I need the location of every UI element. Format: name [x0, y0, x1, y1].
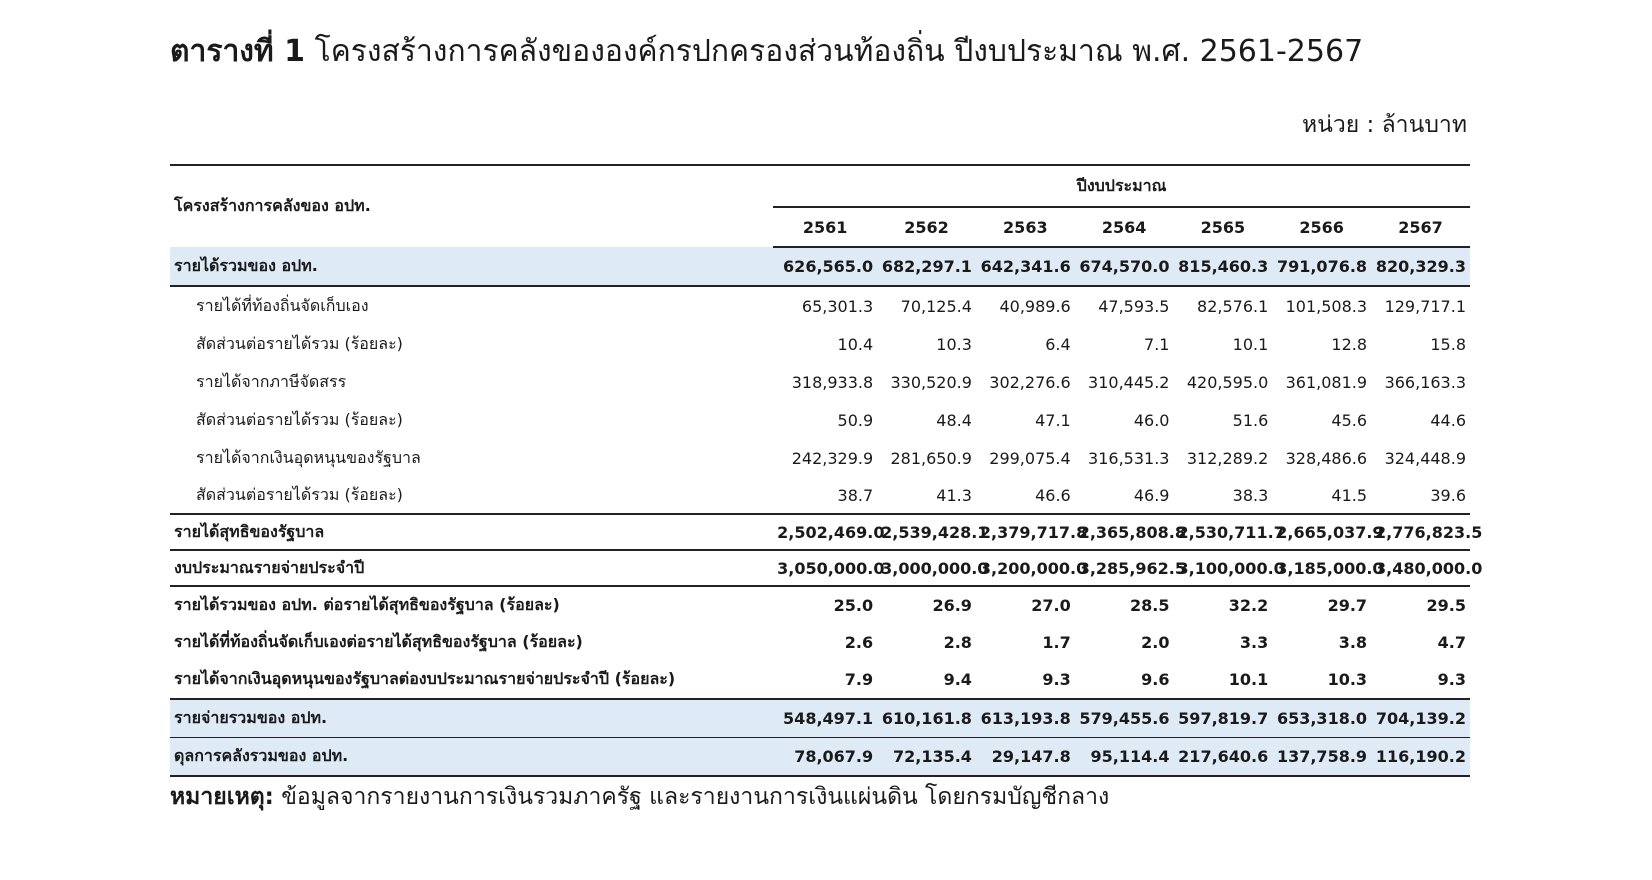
cell-value: 610,161.8	[877, 699, 976, 738]
row-annual-budget	[170, 550, 1470, 586]
row-total-expenditure	[170, 699, 1470, 738]
cell-value: 626,565.0	[773, 247, 877, 286]
cell-value: 41.3	[877, 477, 976, 514]
cell-value: 2,665,037.9	[1272, 514, 1371, 550]
cell-value: 2,530,711.7	[1173, 514, 1272, 550]
cell-value: 324,448.9	[1384, 448, 1466, 468]
table-title-text: โครงสร้างการคลังขององค์กรปกครองส่วนท้องถิ่น ปีงบประมาณ พ.ศ. 2561-2567	[314, 34, 1364, 69]
cell-value: 2,502,469.0	[773, 514, 877, 550]
cell-value: 2.0	[1141, 633, 1170, 652]
cell-value: 116,190.2	[1371, 738, 1470, 777]
note-label: หมายเหตุ:	[170, 784, 274, 810]
cell-value: 217,640.6	[1173, 738, 1272, 777]
cell-value: 682,297.1	[877, 247, 976, 286]
cell-value: 29.5	[1426, 596, 1466, 615]
cell-value: 7.1	[1144, 334, 1170, 354]
cell-value: 2,379,717.8	[976, 514, 1075, 550]
cell-value: 2.6	[844, 633, 874, 652]
cell-value: 29,147.8	[976, 738, 1075, 777]
cell-value: 820,329.3	[1371, 247, 1470, 286]
cell-value: 674,570.0	[1075, 247, 1174, 286]
cell-value: 548,497.1	[773, 699, 877, 738]
row-label: รายได้รวมของ อปท.	[170, 247, 773, 286]
cell-value: 82,576.1	[1197, 296, 1269, 316]
row-government-grants	[170, 439, 1470, 477]
cell-value: 2.8	[943, 633, 972, 652]
cell-value: 597,819.7	[1173, 699, 1272, 738]
cell-value: 101,508.3	[1285, 296, 1368, 316]
cell-value: 4.7	[1437, 633, 1466, 652]
cell-value: 46.6	[976, 477, 1075, 514]
cell-value: 3.8	[1338, 633, 1368, 652]
row-header: โครงสร้างการคลังของ อปท.	[170, 165, 773, 247]
cell-value: 653,318.0	[1272, 699, 1371, 738]
cell-value: 361,081.9	[1285, 372, 1368, 392]
cell-value: 420,595.0	[1186, 372, 1269, 392]
cell-value: 78,067.9	[773, 738, 877, 777]
row-government-net-revenue	[170, 514, 1470, 550]
row-label: รายได้ที่ท้องถิ่นจัดเก็บเองต่อรายได้สุทธิของรัฐบาล (ร้อยละ)	[174, 632, 583, 651]
cell-value: 47.1	[1035, 410, 1071, 430]
cell-value: 2,539,428.1	[877, 514, 976, 550]
row-shared-tax-revenue	[170, 363, 1470, 401]
cell-value: 40,989.6	[999, 296, 1071, 316]
cell-value: 704,139.2	[1371, 699, 1470, 738]
header-row-group	[170, 165, 1470, 207]
row-label: รายได้จากเงินอุดหนุนของรัฐบาลต่องบประมาณรายจ่ายประจำปี (ร้อยละ)	[170, 661, 773, 699]
cell-value: 12.8	[1331, 334, 1368, 354]
row-own-source-revenue	[170, 286, 1470, 325]
cell-value: 3,050,000.0	[773, 550, 877, 586]
year-header: 2564	[1075, 207, 1174, 247]
cell-value: 27.0	[1031, 596, 1071, 615]
row-label: งบประมาณรายจ่ายประจำปี	[170, 550, 773, 586]
cell-value: 44.6	[1430, 410, 1466, 430]
row-shared-tax-share	[170, 401, 1470, 439]
cell-value: 281,650.9	[890, 448, 972, 468]
cell-value: 310,445.2	[1088, 372, 1170, 392]
row-label: รายได้สุทธิของรัฐบาล	[170, 514, 773, 550]
cell-value: 29.7	[1327, 596, 1368, 615]
row-label: รายจ่ายรวมของ อปท.	[170, 699, 773, 738]
cell-value: 28.5	[1130, 596, 1170, 615]
cell-value: 25.0	[833, 596, 874, 615]
cell-value: 316,531.3	[1088, 448, 1170, 468]
cell-value: 10.3	[1272, 661, 1371, 699]
row-label: รายได้ที่ท้องถิ่นจัดเก็บเอง	[196, 295, 369, 315]
year-header: 2565	[1173, 207, 1272, 247]
cell-value: 70,125.4	[900, 296, 972, 316]
cell-value: 10.4	[837, 334, 874, 354]
cell-value: 10.3	[936, 334, 972, 354]
cell-value: 2,365,808.8	[1075, 514, 1174, 550]
cell-value: 7.9	[773, 661, 877, 699]
cell-value: 32.2	[1228, 596, 1269, 615]
cell-value: 10.1	[1173, 661, 1272, 699]
cell-value: 15.8	[1430, 334, 1466, 354]
cell-value: 3.3	[1239, 633, 1269, 652]
cell-value: 579,455.6	[1075, 699, 1174, 738]
cell-value: 366,163.3	[1384, 372, 1466, 392]
cell-value: 9.6	[1075, 661, 1174, 699]
cell-value: 9.3	[1371, 661, 1470, 699]
year-header: 2563	[976, 207, 1075, 247]
row-own-source-to-net-ratio	[170, 624, 1470, 661]
cell-value: 3,285,962.5	[1075, 550, 1174, 586]
cell-value: 3,200,000.0	[976, 550, 1075, 586]
year-header: 2566	[1272, 207, 1371, 247]
cell-value: 39.6	[1371, 477, 1470, 514]
cell-value: 137,758.9	[1272, 738, 1371, 777]
row-label: สัดส่วนต่อรายได้รวม (ร้อยละ)	[196, 333, 403, 353]
cell-value: 2,776,823.5	[1371, 514, 1470, 550]
cell-value: 1.7	[1042, 633, 1071, 652]
cell-value: 50.9	[837, 410, 874, 430]
cell-value: 46.0	[1133, 410, 1170, 430]
cell-value: 48.4	[936, 410, 972, 430]
cell-value: 815,460.3	[1173, 247, 1272, 286]
cell-value: 47,593.5	[1098, 296, 1170, 316]
cell-value: 318,933.8	[791, 372, 874, 392]
cell-value: 46.9	[1075, 477, 1174, 514]
cell-value: 3,100,000.0	[1173, 550, 1272, 586]
cell-value: 312,289.2	[1186, 448, 1269, 468]
row-total-revenue	[170, 247, 1470, 286]
row-label: สัดส่วนต่อรายได้รวม (ร้อยละ)	[170, 477, 773, 514]
cell-value: 328,486.6	[1285, 448, 1368, 468]
cell-value: 330,520.9	[890, 372, 972, 392]
year-header: 2562	[877, 207, 976, 247]
row-own-source-share	[170, 325, 1470, 363]
cell-value: 6.4	[1045, 334, 1071, 354]
cell-value: 129,717.1	[1384, 296, 1466, 316]
cell-value: 65,301.3	[801, 296, 874, 316]
cell-value: 299,075.4	[989, 448, 1071, 468]
cell-value: 72,135.4	[877, 738, 976, 777]
cell-value: 3,185,000.0	[1272, 550, 1371, 586]
cell-value: 45.6	[1331, 410, 1368, 430]
fiscal-year-group-header: ปีงบประมาณ	[773, 165, 1470, 207]
cell-value: 3,000,000.0	[877, 550, 976, 586]
row-grants-to-budget-ratio	[170, 661, 1470, 699]
cell-value: 41.5	[1272, 477, 1371, 514]
cell-value: 10.1	[1232, 334, 1269, 354]
row-government-grants-share	[170, 477, 1470, 514]
cell-value: 38.7	[773, 477, 877, 514]
cell-value: 9.4	[877, 661, 976, 699]
cell-value: 9.3	[976, 661, 1075, 699]
cell-value: 791,076.8	[1272, 247, 1371, 286]
cell-value: 642,341.6	[976, 247, 1075, 286]
cell-value: 242,329.9	[791, 448, 874, 468]
cell-value: 51.6	[1232, 410, 1269, 430]
cell-value: 302,276.6	[989, 372, 1071, 392]
table-note	[170, 780, 1109, 814]
unit-label: หน่วย : ล้านบาท	[1301, 112, 1467, 138]
cell-value: 3,480,000.0	[1371, 550, 1470, 586]
row-label: รายได้รวมของ อปท. ต่อรายได้สุทธิของรัฐบาล (ร้อยละ)	[174, 595, 560, 614]
fiscal-structure-table	[170, 164, 1483, 777]
row-label: รายได้จากภาษีจัดสรร	[196, 371, 347, 391]
row-revenue-to-net-ratio	[170, 586, 1470, 624]
row-label: รายได้จากเงินอุดหนุนของรัฐบาล	[196, 447, 421, 467]
table-title-lead: ตารางที่ 1	[170, 34, 306, 69]
cell-value: 26.9	[932, 596, 972, 615]
cell-value: 95,114.4	[1075, 738, 1174, 777]
year-header: 2561	[773, 207, 877, 247]
note-text: ข้อมูลจากรายงานการเงินรวมภาครัฐ และรายงานการเงินแผ่นดิน โดยกรมบัญชีกลาง	[281, 784, 1110, 810]
cell-value: 38.3	[1173, 477, 1272, 514]
row-fiscal-balance	[170, 738, 1470, 777]
year-header: 2567	[1371, 207, 1470, 247]
row-label: ดุลการคลังรวมของ อปท.	[170, 738, 773, 777]
table-title	[170, 30, 1363, 74]
cell-value: 613,193.8	[976, 699, 1075, 738]
row-label: สัดส่วนต่อรายได้รวม (ร้อยละ)	[196, 409, 403, 429]
